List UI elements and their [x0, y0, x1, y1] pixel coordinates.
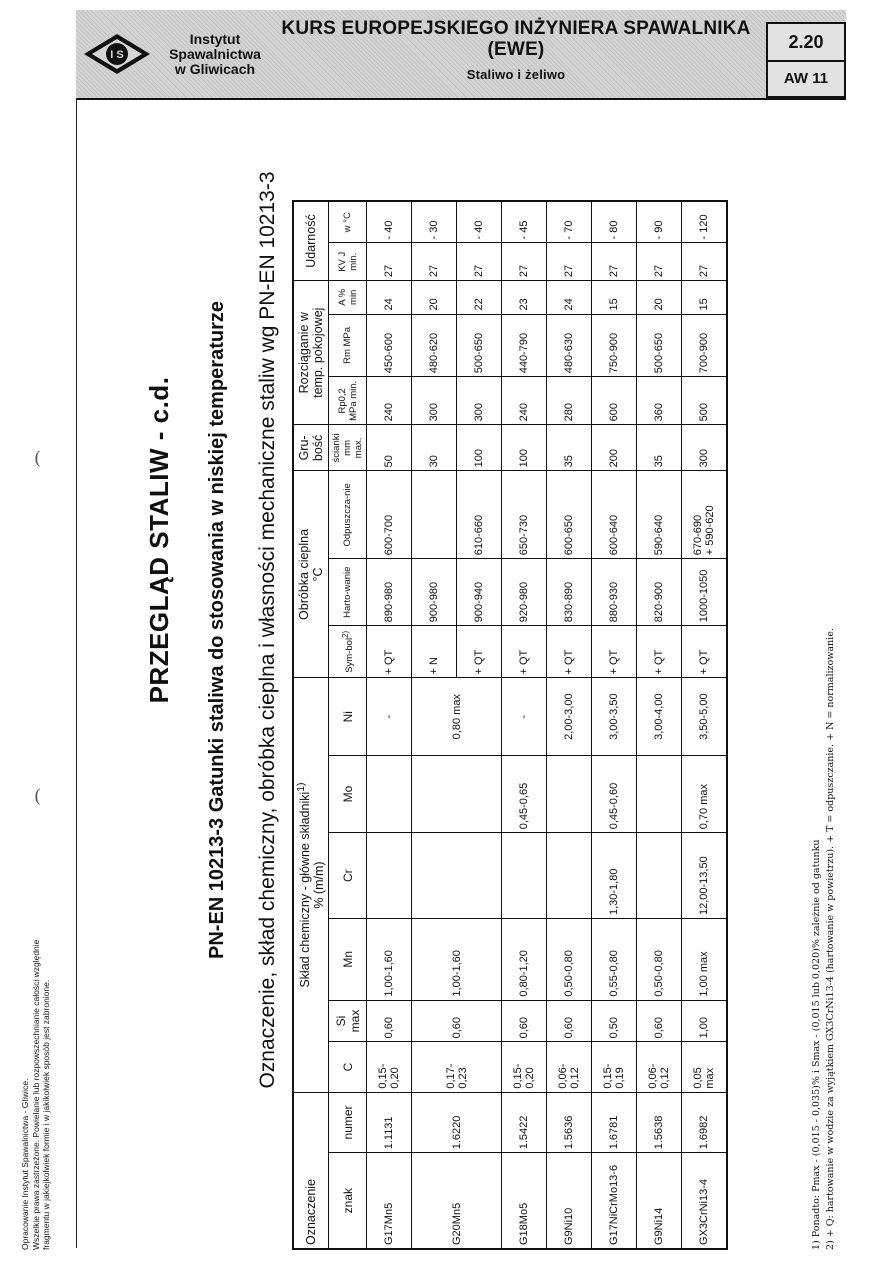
- cell-znak: G9Ni14: [637, 1153, 682, 1249]
- cell-ni: -: [367, 678, 412, 755]
- cell-tempering: 670-690 + 590-620: [682, 471, 728, 559]
- course-title: KURS EUROPEJSKIEGO INŻYNIERA SPAWALNIKA: [281, 18, 751, 39]
- cell-kv: 27: [412, 243, 457, 281]
- cell-tempering: 600-650: [547, 471, 592, 559]
- cell-numer: 1.6781: [592, 1092, 637, 1153]
- binding-mark: (: [34, 786, 42, 807]
- cell-symbol: + QT: [682, 626, 728, 678]
- course-abbrev: (EWE): [487, 39, 545, 60]
- cell-rm: 440-790: [502, 314, 547, 377]
- thick-line: Gru-: [297, 435, 312, 461]
- institute-line: Spawalnictwa: [169, 46, 261, 62]
- cell-kv: 27: [367, 243, 412, 281]
- cell-hardening: 830-890: [547, 559, 592, 626]
- cell-rp: 300: [457, 377, 502, 425]
- cell-numer: 1.6220: [412, 1092, 502, 1153]
- header-chemical: [293, 678, 329, 1092]
- cell-wall: 300: [682, 425, 728, 471]
- chem-label: Skład chemiczny - główne składniki: [298, 791, 313, 988]
- cell-numer: 1.5638: [637, 1092, 682, 1153]
- cell-mn: 1,00-1,60: [367, 919, 412, 1001]
- cell-mn: 1,00-1,60: [412, 919, 502, 1001]
- cell-mo: 0,45-0,65: [502, 755, 547, 832]
- cell-symbol: + QT: [637, 626, 682, 678]
- cell-mn: 0,55-0,80: [592, 919, 637, 1001]
- binding-mark: (: [34, 448, 42, 469]
- cell-si: 1,00: [682, 1000, 728, 1042]
- cell-wall: 50: [367, 425, 412, 471]
- cell-rm: 700-900: [682, 314, 728, 377]
- header-tensile: [293, 281, 329, 425]
- cell-cr: [412, 833, 502, 919]
- cell-znak: GX3CrNi13-4: [682, 1153, 728, 1249]
- heat-unit: °C: [311, 567, 326, 582]
- cell-c: 0,06-0,12: [547, 1042, 592, 1092]
- cell-rp: 300: [412, 377, 457, 425]
- cell-rm: 500-650: [457, 314, 502, 377]
- cell-symbol: + QT: [367, 626, 412, 678]
- cell-a: 23: [502, 281, 547, 314]
- cell-a: 20: [412, 281, 457, 314]
- table-row: [592, 201, 637, 1249]
- cell-numer: 1.5636: [547, 1092, 592, 1153]
- heat-label: Obróbka cieplna: [297, 528, 312, 620]
- cell-c: 0,15-0,20: [367, 1042, 412, 1092]
- course-subtitle: Staliwo i żeliwo: [466, 67, 566, 82]
- cell-si: 0,60: [547, 1000, 592, 1042]
- cell-w: - 120: [682, 201, 728, 243]
- cell-cr: 12,00-13,50: [682, 833, 728, 919]
- cell-mo: [547, 755, 592, 832]
- footnote-ref: 1): [296, 782, 307, 792]
- cell-w: - 40: [367, 201, 412, 243]
- cell-symbol: + QT: [592, 626, 637, 678]
- cell-numer: 1.6982: [682, 1092, 728, 1153]
- copyright-notice: [20, 730, 52, 1250]
- thick-line: bość: [311, 434, 326, 462]
- table-row: [547, 201, 592, 1249]
- header-designation: Oznaczenie: [293, 1092, 329, 1249]
- sym-label: Sym-bol: [343, 637, 355, 673]
- cell-wall: 100: [502, 425, 547, 471]
- section-title: PN-EN 10213-3 Gatunki staliwa do stosowania w niskiej temperaturze: [206, 301, 228, 959]
- cell-hardening: 880-930: [592, 559, 637, 626]
- rotated-content: [20, 10, 870, 1250]
- cell-znak: G18Mo5: [502, 1153, 547, 1249]
- cell-mo: [367, 755, 412, 832]
- cell-w: - 30: [412, 201, 457, 243]
- si-label: Si: [333, 1015, 348, 1027]
- sheet-code: AW 11: [783, 70, 829, 87]
- table-caption: Oznaczenie, skład chemiczny, obróbka cieplna i własności mechaniczne staliw wg PN-EN 10213-3: [256, 171, 279, 1089]
- col-c: C: [329, 1042, 367, 1092]
- cell-mn: 0,50-0,80: [547, 919, 592, 1001]
- cell-cr: [367, 833, 412, 919]
- cell-znak: G9Ni10: [547, 1153, 592, 1249]
- copyright-line: Opracowanie Instytut Spawalnictwa - Gliwice.: [20, 1078, 30, 1250]
- cell-numer: 1.5422: [502, 1092, 547, 1153]
- cell-cr: [547, 833, 592, 919]
- cell-hardening: 900-980: [412, 559, 457, 626]
- cell-hardening: 1000-1050: [682, 559, 728, 626]
- col-rp: Rp0,2 MPa min.: [329, 377, 367, 425]
- col-numer: numer: [329, 1092, 367, 1153]
- cell-mo: [637, 755, 682, 832]
- tensile-line: Rozciąganie w: [297, 312, 312, 394]
- cell-mo: 0,70 max: [682, 755, 728, 832]
- cell-znak: G20Mn5: [412, 1153, 502, 1249]
- cell-w: - 90: [637, 201, 682, 243]
- cell-c: 0,06-0,12: [637, 1042, 682, 1092]
- cell-mo: 0,45-0,60: [592, 755, 637, 832]
- cell-rp: 240: [367, 377, 412, 425]
- col-mo: Mo: [329, 755, 367, 832]
- cell-si: 0,50: [592, 1000, 637, 1042]
- col-ni: Ni: [329, 678, 367, 755]
- copyright-line: fragmentu w jakiejkolwiek formie i w jakikolwiek sposób jest zabronione.: [41, 979, 51, 1250]
- cell-numer: 1.1131: [367, 1092, 412, 1153]
- cell-ni: 2,00-3,00: [547, 678, 592, 755]
- table-row: [637, 201, 682, 1249]
- cell-rp: 240: [502, 377, 547, 425]
- cell-tempering: 590-640: [637, 471, 682, 559]
- cell-c: 0,17-0,23: [412, 1042, 502, 1092]
- cell-rp: 280: [547, 377, 592, 425]
- cell-symbol: + QT: [547, 626, 592, 678]
- footnote: 1) Ponadto: Pmax - (0,015 - 0,035)% i Smax - (0,015 lub 0,020)% zależnie od gatunku: [811, 839, 822, 1250]
- cell-ni: 3,00-3,50: [592, 678, 637, 755]
- col-znak: znak: [329, 1153, 367, 1249]
- cell-mo: [412, 755, 502, 832]
- table-row: [412, 201, 457, 1249]
- footnote-ref: 2): [340, 630, 350, 638]
- cell-rm: 480-630: [547, 314, 592, 377]
- cell-hardening: 900-940: [457, 559, 502, 626]
- institute-line: Instytut: [189, 31, 241, 47]
- cell-wall: 200: [592, 425, 637, 471]
- col-hardening: Harto-wanie: [329, 559, 367, 626]
- si-sub: max: [347, 1009, 362, 1033]
- cell-rp: 500: [682, 377, 728, 425]
- col-w: w °C: [329, 201, 367, 243]
- cell-tempering: [412, 471, 457, 559]
- cell-cr: [637, 833, 682, 919]
- cell-cr: 1,30-1,80: [592, 833, 637, 919]
- header-heat-treatment: [293, 471, 329, 678]
- footnote: 2) + Q: hartowanie w wodzie za wyjątkiem GX3CrNi13-4 (hartowanie w powietrzu). + T = odpuszczanie. + N = normalizowanie.: [825, 628, 836, 1250]
- cell-si: 0,60: [367, 1000, 412, 1042]
- cell-rm: 450-600: [367, 314, 412, 377]
- cell-mn: 0,50-0,80: [637, 919, 682, 1001]
- tensile-line: temp. pokojowej: [311, 307, 326, 398]
- cell-w: - 70: [547, 201, 592, 243]
- cell-rm: 480-620: [412, 314, 457, 377]
- cell-kv: 27: [457, 243, 502, 281]
- col-mn: Mn: [329, 919, 367, 1001]
- table-row: [367, 201, 412, 1249]
- cell-c: 0,15-0,20: [502, 1042, 547, 1092]
- cell-a: 24: [547, 281, 592, 314]
- col-si: [329, 1000, 367, 1042]
- table-row: [682, 201, 728, 1249]
- cell-w: - 40: [457, 201, 502, 243]
- chem-unit: % (m/m): [312, 861, 327, 909]
- col-symbol: [329, 626, 367, 678]
- col-cr: Cr: [329, 833, 367, 919]
- cell-cr: [502, 833, 547, 919]
- cell-hardening: 820-900: [637, 559, 682, 626]
- page-code: 2.20: [768, 24, 844, 62]
- cell-a: 15: [592, 281, 637, 314]
- cell-a: 24: [367, 281, 412, 314]
- cell-c: 0,05 max: [682, 1042, 728, 1092]
- footnotes: [810, 50, 838, 1250]
- cell-ni: 0,80 max: [412, 678, 502, 755]
- header-thickness: [293, 425, 329, 471]
- cell-hardening: 920-980: [502, 559, 547, 626]
- col-tempering: Odpuszcza-nie: [329, 471, 367, 559]
- steel-grades-table: [292, 200, 728, 1250]
- cell-w: - 80: [592, 201, 637, 243]
- cell-si: 0,60: [637, 1000, 682, 1042]
- cell-ni: 3,00-4,00: [637, 678, 682, 755]
- cell-znak: G17NiCrMo13-6: [592, 1153, 637, 1249]
- cell-kv: 27: [637, 243, 682, 281]
- cell-kv: 27: [547, 243, 592, 281]
- cell-symbol: + QT: [502, 626, 547, 678]
- col-kv: KV J min.: [329, 243, 367, 281]
- cell-a: 22: [457, 281, 502, 314]
- cell-rp: 600: [592, 377, 637, 425]
- cell-kv: 27: [502, 243, 547, 281]
- cell-rp: 360: [637, 377, 682, 425]
- cell-hardening: 890-980: [367, 559, 412, 626]
- cell-ni: 3,50-5,00: [682, 678, 728, 755]
- cell-wall: 30: [412, 425, 457, 471]
- cell-rm: 500-650: [637, 314, 682, 377]
- header-impact: Udarność: [293, 201, 329, 281]
- cell-a: 20: [637, 281, 682, 314]
- cell-ni: -: [502, 678, 547, 755]
- cell-znak: G17Mn5: [367, 1153, 412, 1249]
- cell-symbol: + QT: [457, 626, 502, 678]
- cell-si: 0,60: [502, 1000, 547, 1042]
- cell-wall: 100: [457, 425, 502, 471]
- col-wall: ścianki mm max.: [329, 425, 367, 471]
- cell-tempering: 650-730: [502, 471, 547, 559]
- cell-tempering: 610-660: [457, 471, 502, 559]
- cell-a: 15: [682, 281, 728, 314]
- cell-mn: 1,00 max: [682, 919, 728, 1001]
- table-row: [502, 201, 547, 1249]
- institute-line: w Gliwicach: [174, 61, 256, 77]
- cell-w: - 45: [502, 201, 547, 243]
- copyright-line: Wszelkie prawa zastrzeżone. Powielanie lub rozpowszechnianie całości względnie: [30, 939, 41, 1250]
- cell-wall: 35: [547, 425, 592, 471]
- cell-c: 0,15-0,19: [592, 1042, 637, 1092]
- cell-si: 0,60: [412, 1000, 502, 1042]
- col-rm: Rm MPa: [329, 314, 367, 377]
- col-a: A % min: [329, 281, 367, 314]
- logo-text: I S: [110, 49, 124, 61]
- cell-kv: 27: [682, 243, 728, 281]
- cell-symbol: + N: [412, 626, 457, 678]
- cell-mn: 0,80-1,20: [502, 919, 547, 1001]
- cell-tempering: 600-700: [367, 471, 412, 559]
- cell-tempering: 600-640: [592, 471, 637, 559]
- cell-kv: 27: [592, 243, 637, 281]
- page-title: PRZEGLĄD STALIW - c.d.: [144, 376, 174, 704]
- cell-rm: 750-900: [592, 314, 637, 377]
- cell-wall: 35: [637, 425, 682, 471]
